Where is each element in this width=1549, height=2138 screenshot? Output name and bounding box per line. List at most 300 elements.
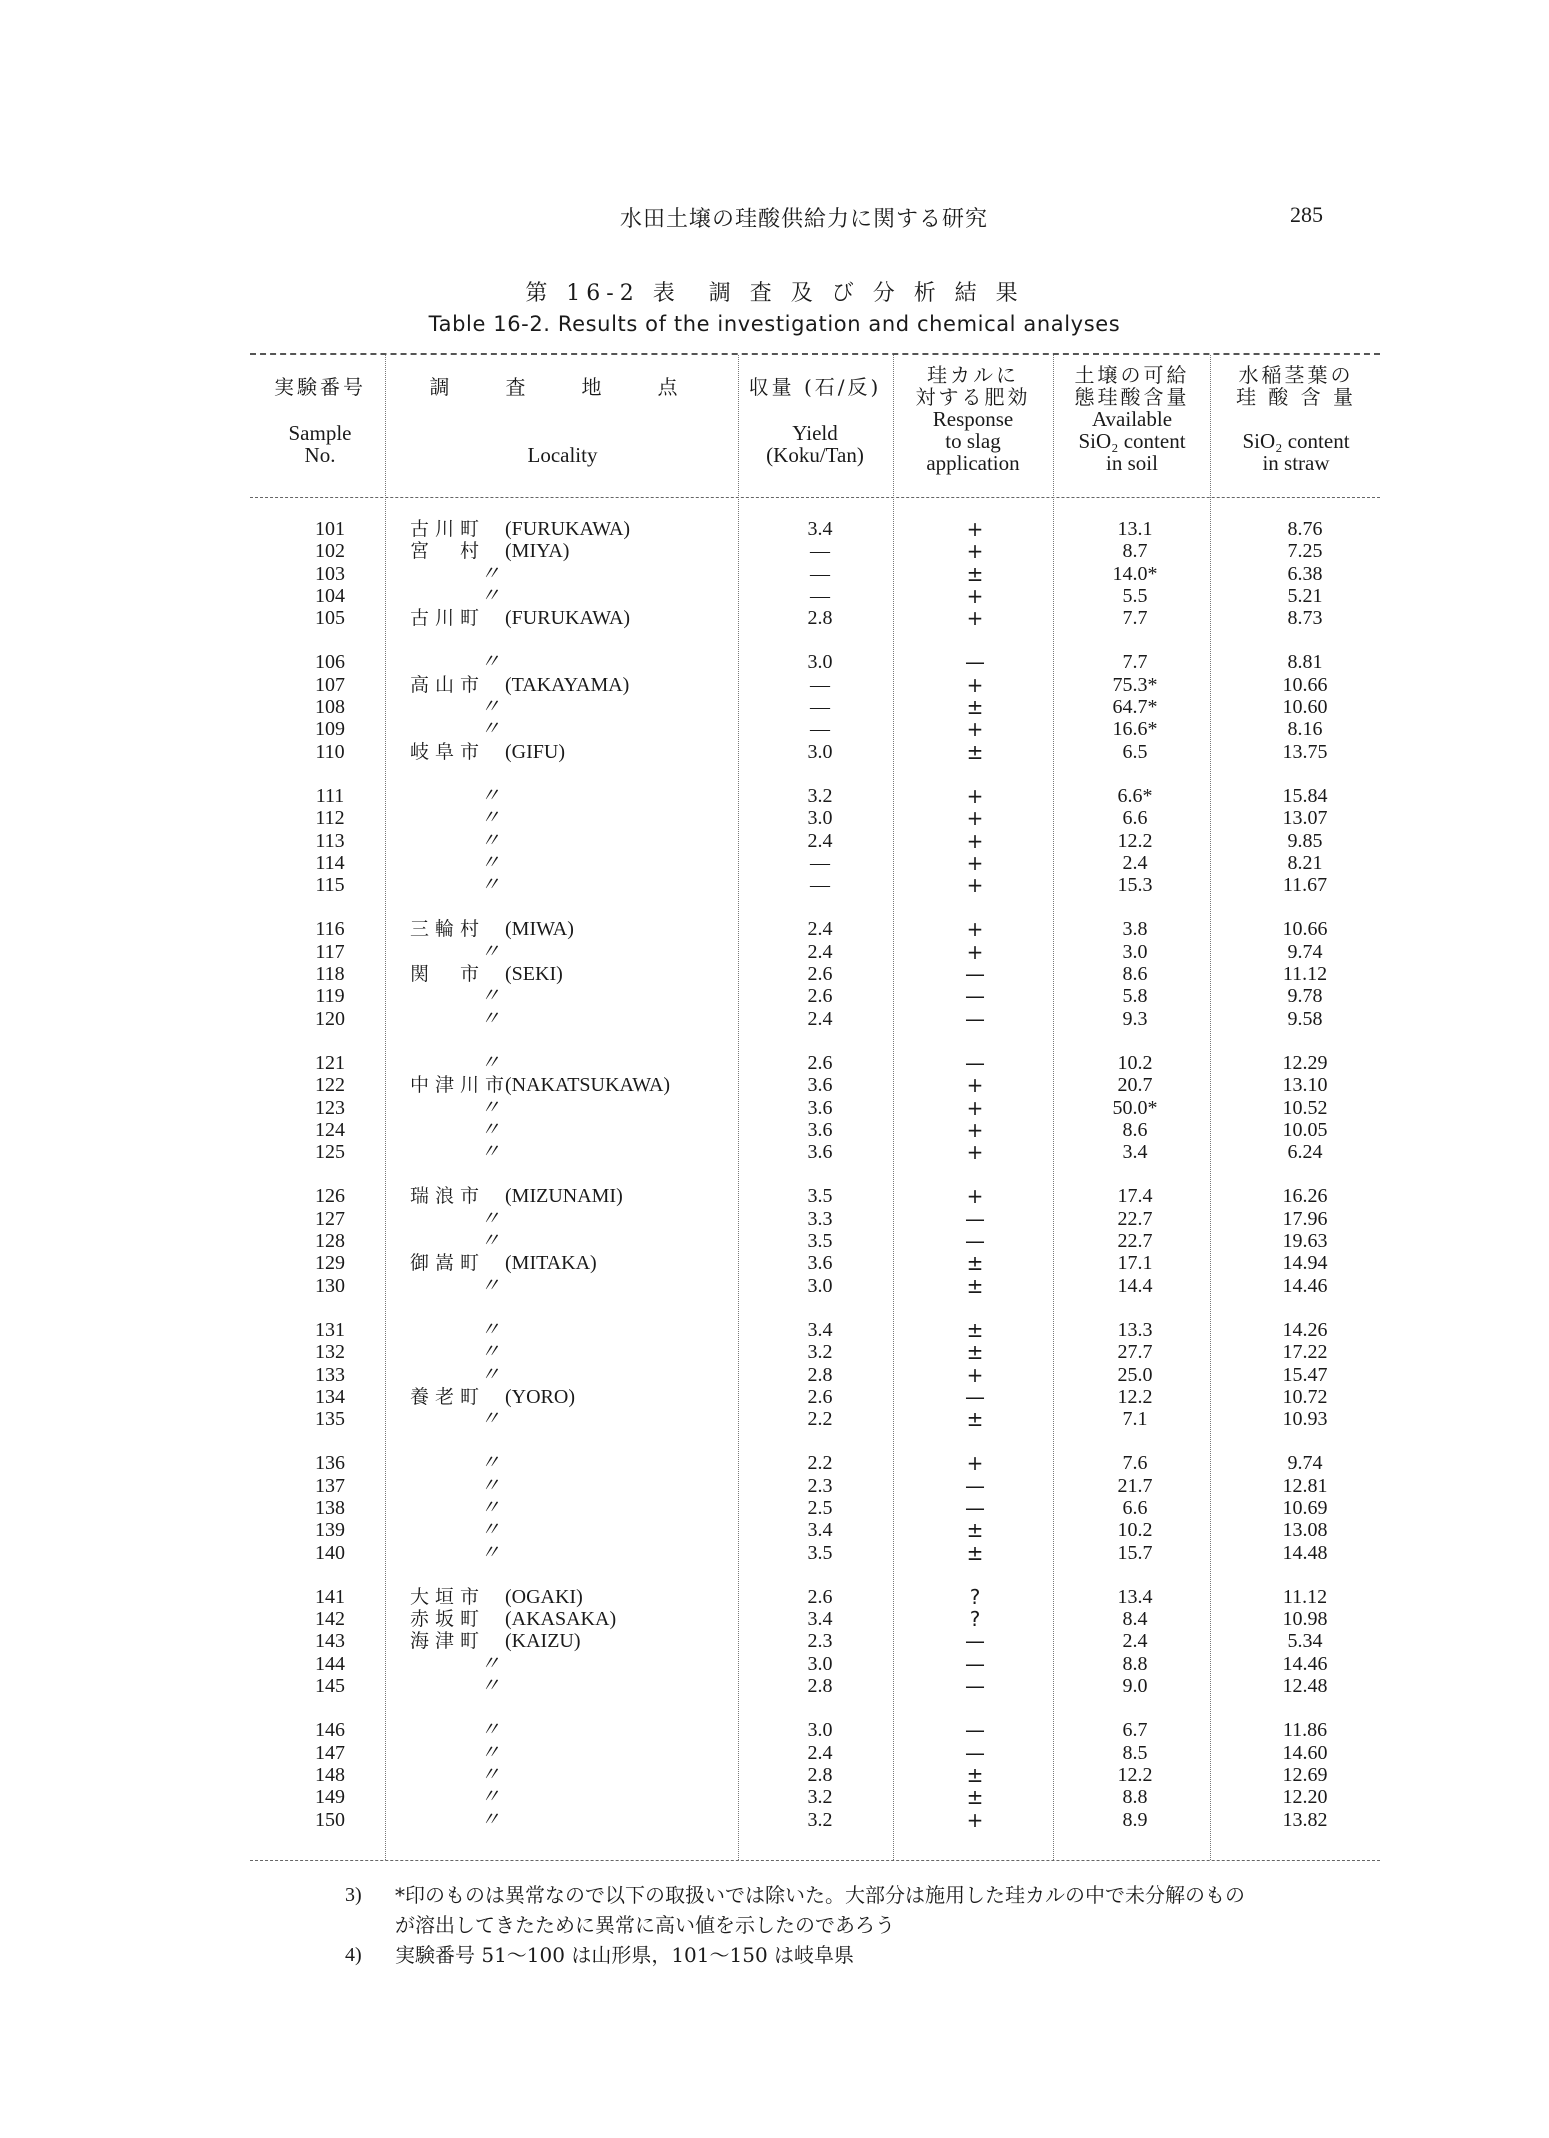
response-cell: +: [966, 717, 984, 742]
locality-jp: 中津川市: [410, 1074, 511, 1097]
table-row: [250, 785, 1380, 807]
sample-no-cell: 102: [315, 540, 345, 563]
locality-jp: 海津町: [410, 1630, 486, 1653]
sample-no-cell: 148: [315, 1763, 345, 1786]
sample-no-cell: 131: [315, 1318, 345, 1341]
yield-cell: 2.4: [807, 829, 833, 852]
locality-cell: [410, 1497, 990, 1519]
straw-sio2-cell: 11.12: [1282, 1585, 1328, 1608]
locality-jp: 養老町: [410, 1385, 486, 1408]
row-group: [250, 651, 1380, 762]
locality-cell: [410, 1719, 990, 1741]
locality-cell: [410, 1542, 990, 1564]
header-yield-en2: (Koku/Tan): [766, 443, 864, 467]
locality-cell: [410, 1452, 990, 1474]
straw-sio2-cell: 11.86: [1282, 1719, 1328, 1742]
ditto-mark: 〃: [480, 1763, 500, 1786]
straw-sio2-cell: 10.98: [1282, 1608, 1328, 1631]
straw-sio2-cell: 14.46: [1282, 1274, 1328, 1297]
straw-sio2-cell: 6.38: [1287, 562, 1323, 585]
table-row: [250, 1675, 1380, 1697]
yield-cell: 3.0: [807, 1274, 833, 1297]
footnote-number: 4): [345, 1944, 362, 1966]
response-cell: —: [965, 650, 985, 675]
locality-cell: [410, 1408, 990, 1430]
response-cell: —: [965, 1718, 985, 1743]
response-cell: +: [966, 1095, 984, 1120]
locality-en: (MIZUNAMI): [505, 1185, 623, 1208]
header-response-en1: Response: [932, 407, 1014, 431]
soil-sio2-cell: 6.6: [1122, 1496, 1148, 1519]
yield-cell: —: [810, 584, 830, 607]
response-cell: +: [966, 517, 984, 541]
table-row: [250, 1386, 1380, 1408]
header-straw-en1: SiO₂ content: [1242, 429, 1350, 453]
response-cell: +: [966, 1362, 984, 1387]
yield-cell: —: [810, 718, 830, 741]
soil-sio2-cell: 8.6: [1122, 1118, 1148, 1141]
straw-sio2-cell: 9.74: [1287, 940, 1323, 963]
header-straw-jp2: 珪 酸 含 量: [1235, 385, 1357, 409]
locality-cell: [410, 1208, 990, 1230]
sample-no-cell: 116: [315, 918, 345, 941]
locality-cell: [410, 1230, 990, 1252]
locality-cell: [410, 651, 990, 673]
ditto-mark: 〃: [480, 651, 500, 674]
table-row: [250, 1786, 1380, 1808]
yield-cell: —: [810, 696, 830, 719]
row-group: [250, 918, 1380, 1029]
straw-sio2-cell: 10.69: [1282, 1496, 1328, 1519]
response-cell: ?: [969, 1607, 981, 1632]
sample-no-cell: 146: [315, 1719, 345, 1742]
locality-cell: [410, 1252, 990, 1274]
response-cell: ±: [966, 1540, 984, 1565]
straw-sio2-cell: 10.72: [1282, 1385, 1328, 1408]
soil-sio2-cell: 6.6*: [1117, 784, 1153, 807]
response-cell: +: [966, 1451, 984, 1476]
response-cell: ±: [966, 1251, 984, 1276]
response-cell: —: [965, 1206, 985, 1231]
locality-cell: [410, 1653, 990, 1675]
yield-cell: 3.4: [807, 518, 833, 540]
locality-en: (FURUKAWA): [505, 518, 631, 540]
sample-no-cell: 134: [315, 1385, 345, 1408]
sample-no-cell: 108: [315, 696, 345, 719]
soil-sio2-cell: 6.6: [1122, 807, 1148, 830]
ditto-mark: 〃: [480, 1496, 500, 1519]
yield-cell: 3.5: [807, 1230, 833, 1253]
straw-sio2-cell: 12.81: [1282, 1474, 1328, 1497]
footnote: [345, 1880, 1395, 1910]
header-soil-en3: in soil: [1106, 451, 1158, 475]
locality-en: (KAIZU): [505, 1630, 581, 1653]
ditto-mark: 〃: [480, 1007, 500, 1030]
table-row: [250, 1074, 1380, 1096]
yield-cell: 3.2: [807, 1786, 833, 1809]
sample-no-cell: 124: [315, 1118, 345, 1141]
locality-en: (OGAKI): [505, 1585, 583, 1608]
locality-cell: [410, 1519, 990, 1541]
straw-sio2-cell: 14.60: [1282, 1741, 1328, 1764]
response-cell: —: [965, 1384, 985, 1409]
ditto-mark: 〃: [480, 1341, 500, 1364]
locality-cell: [410, 785, 990, 807]
response-cell: +: [966, 1807, 984, 1832]
response-cell: ±: [966, 1340, 984, 1365]
locality-jp: 三輪村: [410, 918, 486, 941]
straw-sio2-cell: 10.93: [1282, 1408, 1328, 1431]
table-row: [250, 674, 1380, 696]
soil-sio2-cell: 21.7: [1117, 1474, 1153, 1497]
table-row: [250, 585, 1380, 607]
yield-cell: 3.5: [807, 1185, 833, 1208]
header-soil-jp2: 態珪酸含量: [1074, 385, 1190, 409]
row-group: [250, 1319, 1380, 1430]
response-cell: +: [966, 1184, 984, 1209]
ditto-mark: 〃: [480, 1207, 500, 1230]
table-row: [250, 807, 1380, 829]
yield-cell: 2.8: [807, 1763, 833, 1786]
soil-sio2-cell: 15.7: [1117, 1541, 1153, 1564]
straw-sio2-cell: 13.82: [1282, 1808, 1328, 1831]
soil-sio2-cell: 22.7: [1117, 1207, 1153, 1230]
locality-cell: [410, 1809, 990, 1831]
sample-no-cell: 113: [315, 829, 345, 852]
sample-no-cell: 144: [315, 1652, 345, 1675]
row-group: [250, 1586, 1380, 1697]
locality-cell: [410, 1364, 990, 1386]
locality-cell: [410, 563, 990, 585]
response-cell: ±: [966, 1273, 984, 1298]
locality-cell: [410, 1185, 990, 1207]
sample-no-cell: 137: [315, 1474, 345, 1497]
row-group: [250, 1719, 1380, 1830]
sample-no-cell: 145: [315, 1675, 345, 1698]
ditto-mark: 〃: [480, 784, 500, 807]
ditto-mark: 〃: [480, 807, 500, 830]
straw-sio2-cell: 10.66: [1282, 918, 1328, 941]
table-row: [250, 1275, 1380, 1297]
sample-no-cell: 121: [315, 1051, 345, 1074]
table-row: [250, 985, 1380, 1007]
locality-cell: [410, 807, 990, 829]
yield-cell: 3.6: [807, 1141, 833, 1164]
sample-no-cell: 122: [315, 1074, 345, 1097]
response-cell: —: [965, 1629, 985, 1654]
sample-no-cell: 132: [315, 1341, 345, 1364]
locality-cell: [410, 941, 990, 963]
response-cell: ±: [966, 1785, 984, 1810]
sample-no-cell: 140: [315, 1541, 345, 1564]
straw-sio2-cell: 6.24: [1287, 1141, 1323, 1164]
header-sample-no-jp: 実験番号: [274, 375, 366, 399]
soil-sio2-cell: 8.8: [1122, 1652, 1148, 1675]
header-sample-no-en2: No.: [304, 443, 336, 467]
straw-sio2-cell: 17.22: [1282, 1341, 1328, 1364]
response-cell: +: [966, 583, 984, 608]
response-cell: +: [966, 873, 984, 898]
sample-no-cell: 135: [315, 1408, 345, 1431]
sample-no-cell: 130: [315, 1274, 345, 1297]
locality-cell: [410, 1119, 990, 1141]
response-cell: ±: [966, 561, 984, 586]
sample-no-cell: 101: [315, 518, 345, 540]
soil-sio2-cell: 2.4: [1122, 1630, 1148, 1653]
soil-sio2-cell: 3.4: [1122, 1141, 1148, 1164]
response-cell: +: [966, 1073, 984, 1098]
table-row: [250, 741, 1380, 763]
sample-no-cell: 133: [315, 1363, 345, 1386]
locality-jp: 宮 村: [410, 540, 486, 563]
response-cell: +: [966, 606, 984, 631]
header-straw-en2: in straw: [1262, 451, 1330, 475]
table-bottom-rule: [250, 1860, 1380, 1861]
sample-no-cell: 114: [315, 851, 345, 874]
straw-sio2-cell: 11.67: [1282, 874, 1328, 897]
sample-no-cell: 103: [315, 562, 345, 585]
table-row: [250, 1519, 1380, 1541]
locality-jp: 岐阜市: [410, 740, 486, 763]
header-soil-jp1: 土壌の可給: [1074, 363, 1190, 387]
ditto-mark: 〃: [480, 1808, 500, 1831]
locality-en: (AKASAKA): [505, 1608, 617, 1631]
response-cell: —: [965, 1229, 985, 1254]
straw-sio2-cell: 12.20: [1282, 1786, 1328, 1809]
yield-cell: —: [810, 673, 830, 696]
soil-sio2-cell: 17.4: [1117, 1185, 1153, 1208]
yield-cell: 2.4: [807, 1741, 833, 1764]
sample-no-cell: 127: [315, 1207, 345, 1230]
table-row: [250, 1497, 1380, 1519]
locality-jp: 大垣市: [410, 1585, 486, 1608]
soil-sio2-cell: 20.7: [1117, 1074, 1153, 1097]
soil-sio2-cell: 25.0: [1117, 1363, 1153, 1386]
table-row: [250, 1742, 1380, 1764]
ditto-mark: 〃: [480, 696, 500, 719]
locality-jp: 高山市: [410, 673, 486, 696]
sample-no-cell: 138: [315, 1496, 345, 1519]
locality-jp: 赤坂町: [410, 1608, 486, 1631]
straw-sio2-cell: 8.16: [1287, 718, 1323, 741]
sample-no-cell: 136: [315, 1452, 345, 1475]
response-cell: +: [966, 1117, 984, 1142]
footnote-text: 実験番号 51～100 は山形県，101～150 は岐阜県: [395, 1943, 855, 1967]
table-row: [250, 941, 1380, 963]
sample-no-cell: 129: [315, 1252, 345, 1275]
yield-cell: 2.6: [807, 1051, 833, 1074]
header-response-jp1: 珪カルに: [927, 363, 1019, 387]
yield-cell: 3.6: [807, 1074, 833, 1097]
yield-cell: 3.0: [807, 740, 833, 763]
response-cell: +: [966, 939, 984, 964]
sample-no-cell: 147: [315, 1741, 345, 1764]
yield-cell: 3.4: [807, 1318, 833, 1341]
table-row: [250, 1452, 1380, 1474]
header-response-jp2: 対する肥効: [915, 385, 1031, 409]
header-response-en3: application: [926, 451, 1020, 475]
table-row: [250, 1185, 1380, 1207]
soil-sio2-cell: 17.1: [1117, 1252, 1153, 1275]
yield-cell: 3.4: [807, 1519, 833, 1542]
soil-sio2-cell: 3.0: [1122, 940, 1148, 963]
table-row: [250, 852, 1380, 874]
soil-sio2-cell: 6.7: [1122, 1719, 1148, 1742]
locality-cell: [410, 1475, 990, 1497]
locality-cell: [410, 518, 990, 540]
response-cell: —: [965, 1006, 985, 1031]
yield-cell: 2.6: [807, 985, 833, 1008]
table-row: [250, 963, 1380, 985]
ditto-mark: 〃: [480, 1452, 500, 1475]
locality-cell: [410, 830, 990, 852]
footnote: [345, 1940, 1395, 1970]
ditto-mark: 〃: [480, 1719, 500, 1742]
straw-sio2-cell: 7.25: [1287, 540, 1323, 563]
response-cell: ±: [966, 1762, 984, 1787]
response-cell: +: [966, 828, 984, 853]
yield-cell: 3.0: [807, 651, 833, 674]
soil-sio2-cell: 22.7: [1117, 1230, 1153, 1253]
table-row: [250, 1764, 1380, 1786]
soil-sio2-cell: 8.4: [1122, 1608, 1148, 1631]
yield-cell: 3.6: [807, 1118, 833, 1141]
header-yield-jp: 収量 (石/反): [748, 375, 882, 399]
yield-cell: 2.8: [807, 1675, 833, 1698]
table-row: [250, 1319, 1380, 1341]
soil-sio2-cell: 7.1: [1122, 1408, 1148, 1431]
locality-cell: [410, 696, 990, 718]
header-yield-en1: Yield: [792, 421, 838, 445]
sample-no-cell: 119: [315, 985, 345, 1008]
yield-cell: 2.4: [807, 940, 833, 963]
table-row: [250, 563, 1380, 585]
yield-cell: 2.8: [807, 607, 833, 630]
response-cell: +: [966, 917, 984, 942]
sample-no-cell: 110: [315, 740, 345, 763]
locality-cell: [410, 1141, 990, 1163]
response-cell: +: [966, 850, 984, 875]
locality-jp: 関 市: [410, 963, 486, 986]
locality-cell: [410, 1275, 990, 1297]
sample-no-cell: 118: [315, 963, 345, 986]
straw-sio2-cell: 13.08: [1282, 1519, 1328, 1542]
table-row: [250, 540, 1380, 562]
straw-sio2-cell: 19.63: [1282, 1230, 1328, 1253]
sample-no-cell: 109: [315, 718, 345, 741]
locality-cell: [410, 1386, 990, 1408]
footnote: [345, 1910, 1395, 1940]
soil-sio2-cell: 7.6: [1122, 1452, 1148, 1475]
soil-sio2-cell: 10.2: [1117, 1051, 1153, 1074]
sample-no-cell: 120: [315, 1007, 345, 1030]
locality-cell: [410, 1319, 990, 1341]
soil-sio2-cell: 13.4: [1117, 1585, 1153, 1608]
header-response-en2: to slag: [945, 429, 1001, 453]
header-yield: [740, 376, 890, 466]
ditto-mark: 〃: [480, 985, 500, 1008]
table-row: [250, 1719, 1380, 1741]
table-row: [250, 1586, 1380, 1608]
ditto-mark: 〃: [480, 1408, 500, 1431]
straw-sio2-cell: 10.60: [1282, 696, 1328, 719]
straw-sio2-cell: 14.94: [1282, 1252, 1328, 1275]
locality-cell: [410, 1786, 990, 1808]
locality-cell: [410, 1097, 990, 1119]
sample-no-cell: 143: [315, 1630, 345, 1653]
table-row: [250, 1653, 1380, 1675]
table-row: [250, 696, 1380, 718]
soil-sio2-cell: 8.6: [1122, 963, 1148, 986]
soil-sio2-cell: 9.0: [1122, 1675, 1148, 1698]
table-row: [250, 1230, 1380, 1252]
page-number: 285: [1290, 202, 1323, 227]
sample-no-cell: 150: [315, 1808, 345, 1831]
straw-sio2-cell: 13.75: [1282, 740, 1328, 763]
locality-cell: [410, 963, 990, 985]
locality-cell: [410, 1742, 990, 1764]
straw-sio2-cell: 9.78: [1287, 985, 1323, 1008]
header-locality-en: Locality: [527, 443, 598, 467]
locality-cell: [410, 1586, 990, 1608]
table-row: [250, 1252, 1380, 1274]
table-caption-jp: 第 16-2 表 調 査 及 び 分 析 結 果: [525, 281, 1024, 306]
table-row: [250, 1364, 1380, 1386]
ditto-mark: 〃: [480, 562, 500, 585]
row-group: [250, 1185, 1380, 1296]
straw-sio2-cell: 8.81: [1287, 651, 1323, 674]
soil-sio2-cell: 64.7*: [1112, 696, 1158, 719]
header-straw: [1212, 364, 1380, 474]
straw-sio2-cell: 8.21: [1287, 851, 1323, 874]
table-row: [250, 874, 1380, 896]
ditto-mark: 〃: [480, 1541, 500, 1564]
response-cell: ±: [966, 1407, 984, 1432]
sample-no-cell: 106: [315, 651, 345, 674]
yield-cell: 3.0: [807, 1652, 833, 1675]
soil-sio2-cell: 16.6*: [1112, 718, 1158, 741]
sample-no-cell: 115: [315, 874, 345, 897]
locality-en: (SEKI): [505, 963, 563, 986]
yield-cell: 2.6: [807, 963, 833, 986]
soil-sio2-cell: 5.5: [1122, 584, 1148, 607]
locality-cell: [410, 874, 990, 896]
locality-en: (GIFU): [505, 740, 565, 763]
locality-jp: 古川町: [410, 607, 486, 630]
ditto-mark: 〃: [480, 584, 500, 607]
yield-cell: 3.2: [807, 784, 833, 807]
locality-en: (TAKAYAMA): [505, 673, 630, 696]
row-group: [250, 518, 1380, 629]
table-row: [250, 1408, 1380, 1430]
straw-sio2-cell: 14.46: [1282, 1652, 1328, 1675]
straw-sio2-cell: 8.73: [1287, 607, 1323, 630]
sample-no-cell: 126: [315, 1185, 345, 1208]
running-head: [0, 202, 1549, 236]
header-soil-en2: SiO₂ content: [1078, 429, 1186, 453]
locality-cell: [410, 985, 990, 1007]
response-cell: —: [965, 984, 985, 1009]
yield-cell: 3.0: [807, 807, 833, 830]
table-row: [250, 1208, 1380, 1230]
running-title: 水田土壌の珪酸供給力に関する研究: [620, 207, 989, 232]
yield-cell: 2.2: [807, 1452, 833, 1475]
straw-sio2-cell: 10.52: [1282, 1096, 1328, 1119]
straw-sio2-cell: 12.69: [1282, 1763, 1328, 1786]
table-row: [250, 651, 1380, 673]
soil-sio2-cell: 13.3: [1117, 1318, 1153, 1341]
yield-cell: 2.3: [807, 1474, 833, 1497]
